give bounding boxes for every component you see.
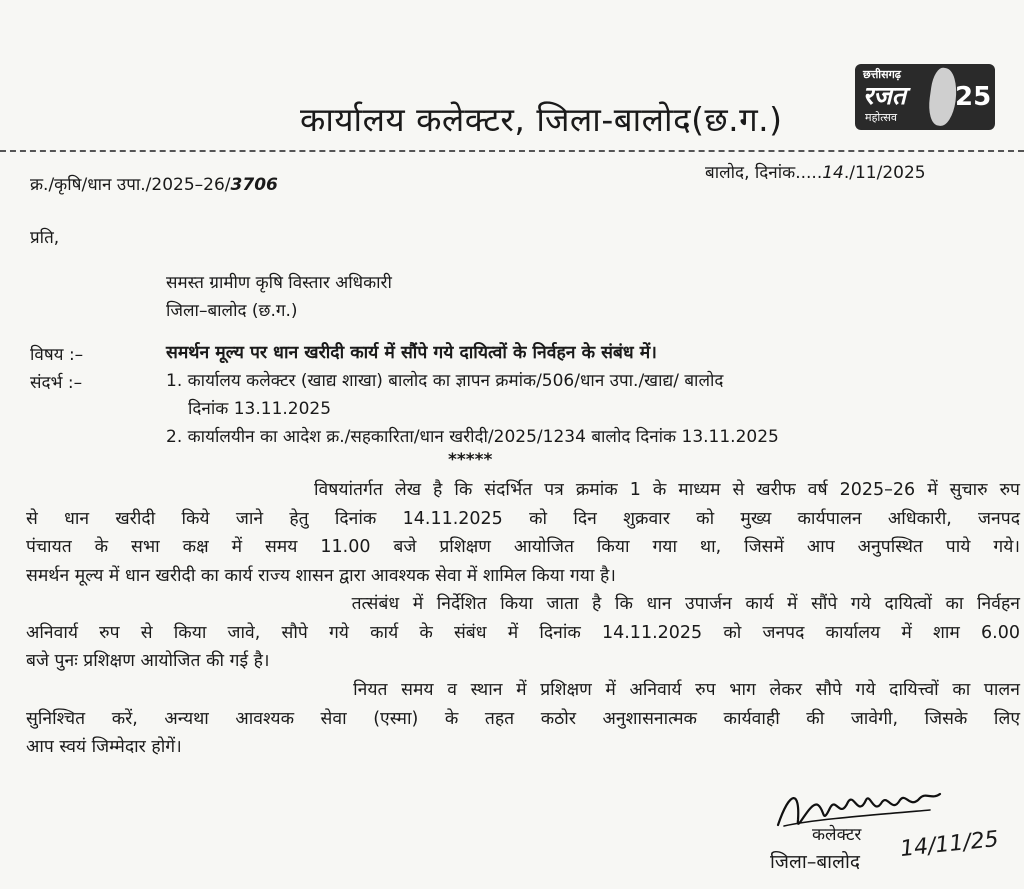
body-paragraph-2	[26, 590, 1020, 676]
paragraph-line: तत्संबंध में निर्देशित किया जाता है कि धान उपार्जन कार्य में सौंपे गये दायित्वों का निर्वहन	[26, 594, 1020, 614]
paragraph-line: नियत समय व स्थान में प्रशिक्षण में अनिवार्य रुप भाग लेकर सौपे गये दायित्त्वों का पालन	[26, 680, 1020, 700]
paragraph-line: आप स्वयं जिम्मेदार होगें।	[26, 737, 182, 757]
ref-prefix: क्र./कृषि/धान उपा./2025–26/	[30, 175, 231, 195]
reference-number	[30, 172, 278, 195]
paragraph-line: अनिवार्य रुप से किया जावे, सौपे गये कार्य के संबंध में दिनांक 14.11.2025 को जनपद कार्यालय में शाम 6.00	[26, 622, 1020, 643]
reference-item-1-cont: दिनांक 13.11.2025	[188, 399, 332, 419]
paragraph-line: पंचायत के सभा कक्ष में समय 11.00 बजे प्रशिक्षण आयोजित किया गया था, जिसमें आप अनुपस्थित पाये गये।	[26, 537, 1020, 557]
body-paragraph-1	[26, 476, 1020, 590]
paragraph-line: बजे पुनः प्रशिक्षण आयोजित की गई है।	[26, 651, 270, 671]
paragraph-line: सुनिश्चित करें, अन्यथा आवश्यक सेवा (एस्मा) के तहत कठोर अनुशासनात्मक कार्यवाही की जावेगी, जिसके लिए	[26, 708, 1020, 729]
date-suffix: ./11/2025	[843, 163, 926, 183]
logo-number: 25	[955, 82, 992, 112]
signature-date: 14/11/25	[898, 826, 1000, 863]
rajat-mahotsav-logo	[855, 64, 995, 130]
header-divider	[0, 150, 1024, 152]
paragraph-line: समर्थन मूल्य में धान खरीदी का कार्य राज्य शासन द्वारा आवश्यक सेवा में शामिल किया गया है।	[26, 565, 616, 586]
date-handwritten: 14	[822, 163, 844, 183]
signatory-title: कलेक्टर	[812, 825, 862, 845]
logo-line2: रजत	[863, 81, 907, 110]
date-prefix: बालोद, दिनांक.....	[705, 163, 823, 183]
addressee-line2: जिला–बालोद (छ.ग.)	[166, 301, 298, 321]
office-title: कार्यालय कलेक्टर, जिला-बालोद(छ.ग.)	[300, 100, 783, 139]
reference-item-2: 2. कार्यालयीन का आदेश क्र./सहकारिता/धान खरीदी/2025/1234 बालोद दिनांक 13.11.2025	[166, 427, 779, 447]
to-label: प्रति,	[30, 228, 60, 248]
paragraph-line: से धान खरीदी किये जाने हेतु दिनांक 14.11.2025 को दिन शुक्रवार को मुख्य कार्यपालन अधिकारी, जनपद	[26, 508, 1020, 529]
subject-text: समर्थन मूल्य पर धान खरीदी कार्य में सौंपे गये दायित्वों के निर्वहन के संबंध में।	[166, 343, 657, 363]
signatory-district: जिला–बालोद	[770, 851, 860, 873]
letter-date	[705, 160, 926, 183]
addressee-line1: समस्त ग्रामीण कृषि विस्तार अधिकारी	[166, 273, 392, 293]
ref-handwritten: 3706	[230, 175, 278, 195]
body-paragraph-3	[26, 676, 1020, 762]
paragraph-line: विषयांतर्गत लेख है कि संदर्भित पत्र क्रमांक 1 के माध्यम से खरीफ वर्ष 2025–26 में सुचारु रुप	[26, 480, 1020, 500]
reference-label: संदर्भ :–	[30, 373, 83, 393]
logo-line3: महोत्सव	[865, 111, 897, 124]
separator-stars: *****	[448, 450, 493, 470]
reference-item-1: 1. कार्यालय कलेक्टर (खाद्य शाखा) बालोद का ज्ञापन क्रमांक/506/धान उपा./खाद्य/ बालोद	[166, 371, 724, 391]
logo-line1: छत्तीसगढ़	[863, 68, 901, 81]
subject-label: विषय :–	[30, 345, 84, 365]
